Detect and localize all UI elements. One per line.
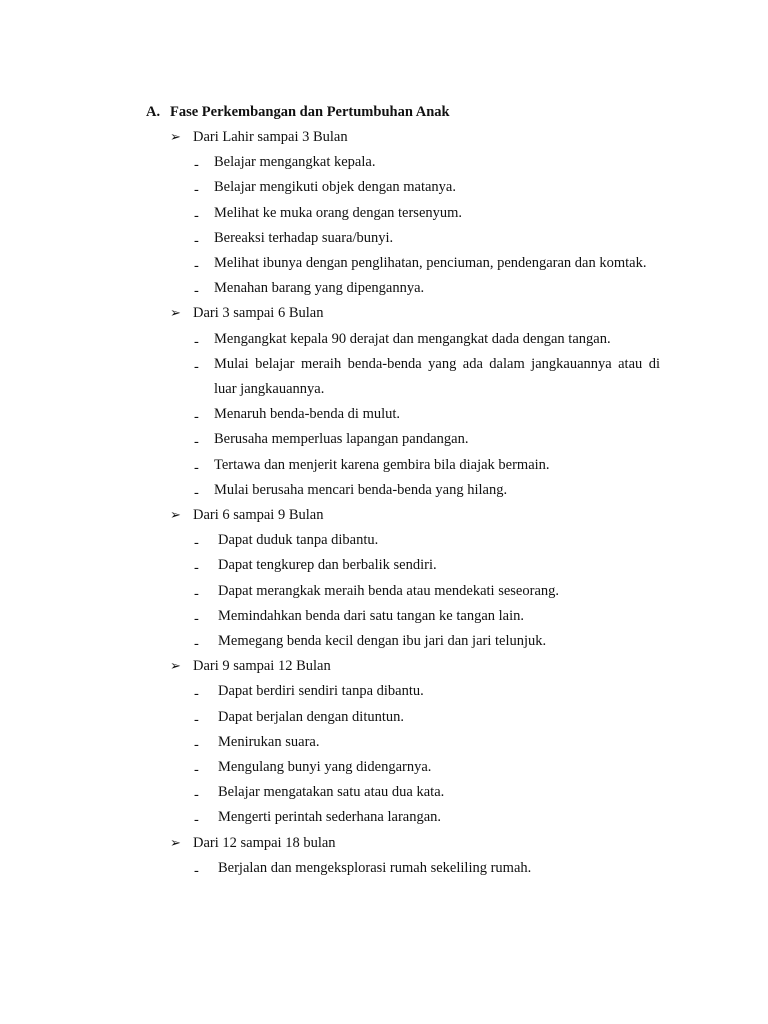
list-item — [170, 355, 660, 405]
dash-bullet: - — [194, 812, 199, 829]
dash-bullet: - — [194, 358, 199, 375]
list-item-text: Berusaha memperluas lapangan pandangan. — [214, 431, 469, 448]
arrow-bullet-icon: ➢ — [170, 129, 181, 144]
dash-bullet: - — [194, 333, 199, 350]
dash-bullet: - — [194, 535, 199, 552]
arrow-bullet-icon: ➢ — [170, 658, 181, 674]
list-item-text: Memegang benda kecil dengan ibu jari dan jari telunjuk. — [218, 633, 547, 650]
list-item-text: Dapat merangkak meraih benda atau mendekati seseorang. — [218, 582, 560, 599]
list-item-text: Belajar mengatakan satu atau dua kata. — [218, 784, 445, 801]
list-item-text: Memindahkan benda dari satu tangan ke tangan lain. — [218, 607, 525, 624]
section-title-text: Dari 9 sampai 12 Bulan — [193, 658, 331, 675]
list-item-text: Melihat ibunya dengan penglihatan, penciuman, pendengaran dan komtak. — [214, 255, 647, 271]
section-title-text: Dari 12 sampai 18 bulan — [193, 834, 336, 851]
dash-bullet: - — [194, 258, 199, 274]
list-item-text: Berjalan dan mengeksplorasi rumah sekeliling rumah. — [218, 859, 532, 876]
list-item-text: Belajar mengikuti objek dengan matanya. — [214, 179, 456, 196]
dash-bullet: - — [194, 409, 199, 426]
list-item-text: Mengerti perintah sederhana larangan. — [218, 809, 442, 826]
list-item — [170, 859, 660, 884]
list-item-text: Bereaksi terhadap suara/bunyi. — [214, 229, 394, 246]
arrow-bullet-icon: ➢ — [170, 834, 181, 850]
arrow-bullet-icon: ➢ — [170, 305, 181, 321]
list-item-text: Dapat berdiri sendiri tanpa dibantu. — [218, 683, 424, 700]
list-item-text: Menirukan suara. — [218, 733, 320, 750]
list-item-text: Menahan barang yang dipengannya. — [214, 280, 425, 297]
list-item — [170, 481, 660, 506]
list-item-text: Tertawa dan menjerit karena gembira bila diajak bermain. — [214, 456, 550, 473]
dash-bullet: - — [194, 232, 199, 249]
dash-bullet: - — [194, 610, 199, 627]
list-item-text: Dapat berjalan dengan dituntun. — [218, 708, 405, 725]
list-item-text: Mengulang bunyi yang didengarnya. — [218, 759, 432, 776]
dash-bullet: - — [194, 484, 199, 501]
dash-bullet: - — [194, 736, 199, 753]
dash-bullet: - — [194, 711, 199, 728]
section-title-text: Dari 6 sampai 9 Bulan — [193, 507, 324, 524]
dash-bullet: - — [194, 560, 199, 577]
dash-bullet: - — [194, 182, 199, 199]
dash-bullet: - — [194, 585, 199, 602]
arrow-bullet-icon: ➢ — [170, 507, 181, 523]
list-item-text: Dapat tengkurep dan berbalik sendiri. — [218, 557, 437, 574]
section-title-text: Dari Lahir sampai 3 Bulan — [193, 129, 348, 145]
dash-bullet: - — [194, 207, 199, 224]
list-item-text: Mulai berusaha mencari benda-benda yang hilang. — [214, 481, 508, 498]
list-item-text: Belajar mengangkat kepala. — [214, 154, 376, 171]
dash-bullet: - — [194, 787, 199, 804]
section-list — [170, 128, 660, 884]
list-item — [170, 808, 660, 833]
list-item-text: Mulai belajar meraih benda-benda yang ada dalam jangkauannya atau di luar jangkauannya. — [214, 355, 660, 397]
dash-bullet: - — [194, 459, 199, 476]
heading-title: Fase Perkembangan dan Pertumbuhan Anak — [170, 104, 450, 120]
dash-bullet: - — [194, 686, 199, 703]
list-item-text: Dapat duduk tanpa dibantu. — [218, 532, 379, 549]
dash-bullet: - — [194, 157, 199, 174]
section-title-text: Dari 3 sampai 6 Bulan — [193, 305, 324, 322]
list-item — [170, 632, 660, 657]
list-item-text: Menaruh benda-benda di mulut. — [214, 406, 401, 423]
dash-bullet: - — [194, 434, 199, 451]
dash-bullet: - — [194, 862, 199, 879]
list-item-text: Mengangkat kepala 90 derajat dan mengangkat dada dengan tangan. — [214, 330, 611, 347]
section-heading — [146, 103, 450, 121]
heading-marker: A. — [146, 104, 161, 120]
list-item — [170, 279, 660, 304]
dash-bullet: - — [194, 283, 199, 300]
dash-bullet: - — [194, 762, 199, 779]
dash-bullet: - — [194, 636, 199, 653]
list-item-text: Melihat ke muka orang dengan tersenyum. — [214, 204, 463, 221]
